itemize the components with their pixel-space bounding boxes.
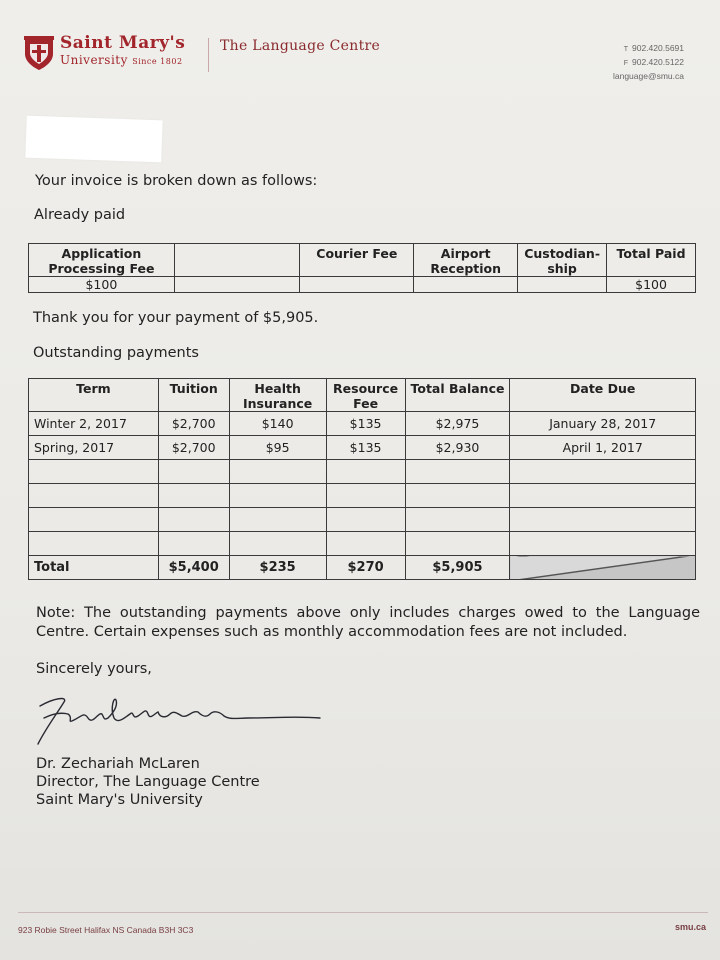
total-tuition: $5,400 (158, 556, 229, 580)
outstanding-header-row (29, 379, 696, 412)
brand-since: Since 1802 (132, 57, 183, 66)
contact-email: language@smu.ca (612, 71, 684, 81)
brand-university: University (60, 53, 128, 67)
paid-header-row (29, 244, 696, 277)
footer-website: smu.ca (674, 922, 706, 932)
paid-col-header: Courier Fee (300, 244, 414, 277)
paid-cell: $100 (607, 277, 696, 293)
insurance-cell: $140 (229, 412, 326, 436)
paid-col-header: Application Processing Fee (29, 244, 175, 277)
total-label: Total (29, 556, 159, 580)
centre-name: The Language Centre (220, 38, 381, 54)
insurance-cell: $95 (229, 436, 326, 460)
table-row (29, 436, 696, 460)
resource-fee-cell: $135 (326, 436, 405, 460)
paid-col-header: Total Paid (607, 244, 696, 277)
already-paid-heading: Already paid (34, 207, 126, 223)
paid-cell (300, 277, 414, 293)
paid-value-row (29, 277, 696, 293)
date-due-cell: April 1, 2017 (510, 436, 696, 460)
paid-cell (174, 277, 300, 293)
contact-block (613, 42, 684, 82)
balance-cell: $2,975 (405, 412, 510, 436)
outstanding-table (28, 378, 696, 580)
phone-label: T (623, 46, 628, 53)
balance-cell: $2,930 (405, 436, 510, 460)
outstanding-heading: Outstanding payments (33, 345, 199, 361)
fax-number: 902.420.5122 (632, 57, 684, 67)
footer-address: 923 Robie Street Halifax NS Canada B3H 3C3 (18, 925, 194, 935)
phone-number: 902.420.5691 (632, 43, 684, 53)
empty-row (29, 508, 696, 532)
signatory-name: Dr. Zechariah McLaren (36, 756, 200, 772)
term-cell: Winter 2, 2017 (29, 412, 159, 436)
table-row (29, 412, 696, 436)
outstanding-col-header: Health Insurance (229, 379, 326, 412)
empty-row (29, 460, 696, 484)
total-insurance: $235 (229, 556, 326, 580)
resource-fee-cell: $135 (326, 412, 405, 436)
tuition-cell: $2,700 (158, 436, 229, 460)
paid-col-header: Airport Reception (414, 244, 518, 277)
signatory-title: Director, The Language Centre (36, 774, 260, 790)
redaction-patch (25, 116, 162, 163)
thanks-text: Thank you for your payment of $5,905. (33, 310, 319, 326)
signatory-org: Saint Mary's University (36, 792, 203, 808)
paid-col-header: Custodian-ship (518, 244, 607, 277)
university-crest-icon (22, 36, 56, 72)
total-balance: $5,905 (405, 556, 510, 580)
empty-row (29, 484, 696, 508)
shaded-cell (510, 556, 696, 580)
already-paid-table (28, 243, 696, 293)
paid-cell (518, 277, 607, 293)
term-cell: Spring, 2017 (29, 436, 159, 460)
letterhead-divider (208, 38, 209, 72)
intro-text: Your invoice is broken down as follows: (35, 173, 318, 189)
outstanding-col-header: Total Balance (405, 379, 510, 412)
brand-name: Saint Mary's (60, 33, 186, 53)
paid-col-header (174, 244, 300, 277)
outstanding-col-header: Resource Fee (326, 379, 405, 412)
date-due-cell: January 28, 2017 (510, 412, 696, 436)
empty-row (29, 532, 696, 556)
outstanding-col-header: Date Due (510, 379, 696, 412)
total-resource-fee: $270 (326, 556, 405, 580)
tuition-cell: $2,700 (158, 412, 229, 436)
paid-cell (414, 277, 518, 293)
paid-cell: $100 (29, 277, 175, 293)
closing-text: Sincerely yours, (36, 661, 152, 677)
brand-logo (60, 34, 185, 70)
total-row (29, 556, 696, 580)
outstanding-col-header: Term (29, 379, 159, 412)
note-paragraph: Note: The outstanding payments above only includes charges owed to the Language Centre. Certain expenses such as monthly accommodation fees are not included. (36, 605, 700, 640)
fax-label: F (623, 60, 628, 67)
footer-divider (18, 912, 708, 913)
outstanding-col-header: Tuition (158, 379, 229, 412)
signature-image (34, 688, 334, 750)
